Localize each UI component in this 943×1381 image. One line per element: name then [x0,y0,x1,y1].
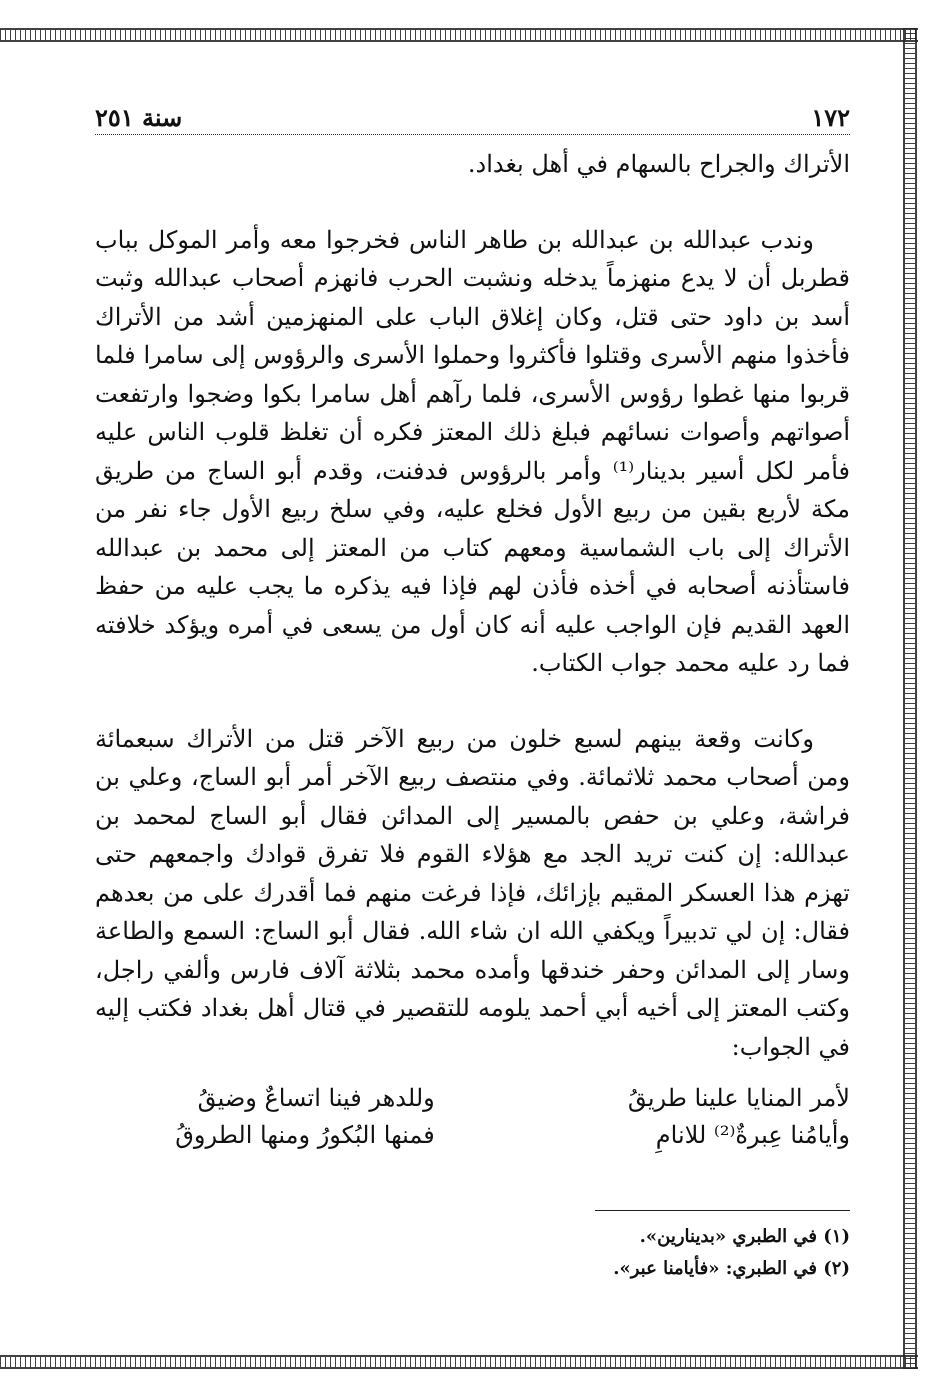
verse-first-hemistich: لأمر المنايا علينا طريقُ [627,1084,850,1112]
paragraph-continuation: الأتراك والجراح بالسهام في أهل بغداد. [467,150,850,178]
footnote: (٢) في الطبري: «فأيامنا عبر». [613,1258,850,1279]
year-label: سنة ٢٥١ [95,103,183,132]
page-number: ١٧٢ [811,103,850,132]
poem-verse [95,1117,850,1154]
poem-verse [95,1080,850,1117]
paragraph: وكانت وقعة بينهم لسبع خلون من ربيع الآخر قتل من الأتراك سبعمائة ومن أصحاب محمد ثلاثمائة. وفي منتصف ربيع الآخر أمر أبو الساج، وعلي بن فراشة، وعلي بن حفص بالمسير إلى المدائن فقال أبو الساج لمحمد بن عبدالله: إن كنت تريد الجد مع هؤلاء القوم فلا تفرق قوادك واجمعهم حتى تهزم هذا العسكر المقيم بإزائك، فإذا فرغت منهم فما أقدرك على من بعدهم فقال: إن لي تدبيراً ويكفي الله ان شاء الله. فقال أبو الساج: السمع والطاعة وسار إلى المدائن وحفر خندقها وأمده محمد بثلاثة آلاف فارس وألفي راجل، وكتب المعتز إلى أخيه أبي أحمد يلومه للتقصير في قتال أهل بغداد فكتب إليه في الجواب: [95,724,850,1061]
ornamental-border-bottom [0,1355,918,1369]
running-head [95,98,850,135]
footnote-separator [595,1210,850,1211]
footnote: (١) في الطبري «بدينارين». [639,1226,850,1247]
paragraph-gap [95,184,850,221]
verse-second-hemistich: فمنها البُكورُ ومنها الطروقُ [175,1121,435,1149]
paragraph-gap [95,683,850,720]
book-page [95,98,850,1285]
verse-second-hemistich: وللدهر فينا اتساعٌ وضيقُ [197,1084,435,1112]
ornamental-border-right [903,28,917,1369]
paragraph: وندب عبدالله بن عبدالله بن طاهر الناس فخرجوا معه وأمر الموكل بباب قطربل أن لا يدع منهزماً يدخله ونشبت الحرب فانهزم أصحاب عبدالله وثبت أسد بن داود حتى قتل، وكان إغلاق الباب على المنهزمين أشد من الأتراك فأخذوا منهم الأسرى وقتلوا فأكثروا وحملوا الأسرى والرؤوس إلى سامرا فلما قربوا منها غطوا رؤوس الأسرى، فلما رآهم أهل سامرا بكوا وضجوا وارتفعت أصواتهم وأصوات نسائهم فبلغ ذلك المعتز فكره أن تغلظ قلوب الناس عليه فأمر لكل أسير بدينار⁽¹⁾ وأمر بالرؤوس فدفنت، وقدم أبو الساج من طريق مكة لأربع بقين من ربيع الأول فخلع عليه، وفي سلخ ربيع الأول جاء نفر من الأتراك إلى باب الشماسية ومعهم كتاب من المعتز إلى محمد بن عبدالله فاستأذنه أصحابه في أخذه فأذن لهم فإذا فيه يذكره ما يجب عليه من حفظ العهد القديم فإن الواجب عليه أنه كان أول من يسعى في أمره ويؤكد خلافته فما رد عليه محمد جواب الكتاب. [95,225,851,677]
verse-first-hemistich: وأيامُنا عِبرةٌ⁽²⁾ للانامِ [655,1121,850,1149]
ornamental-border-top [0,28,918,42]
